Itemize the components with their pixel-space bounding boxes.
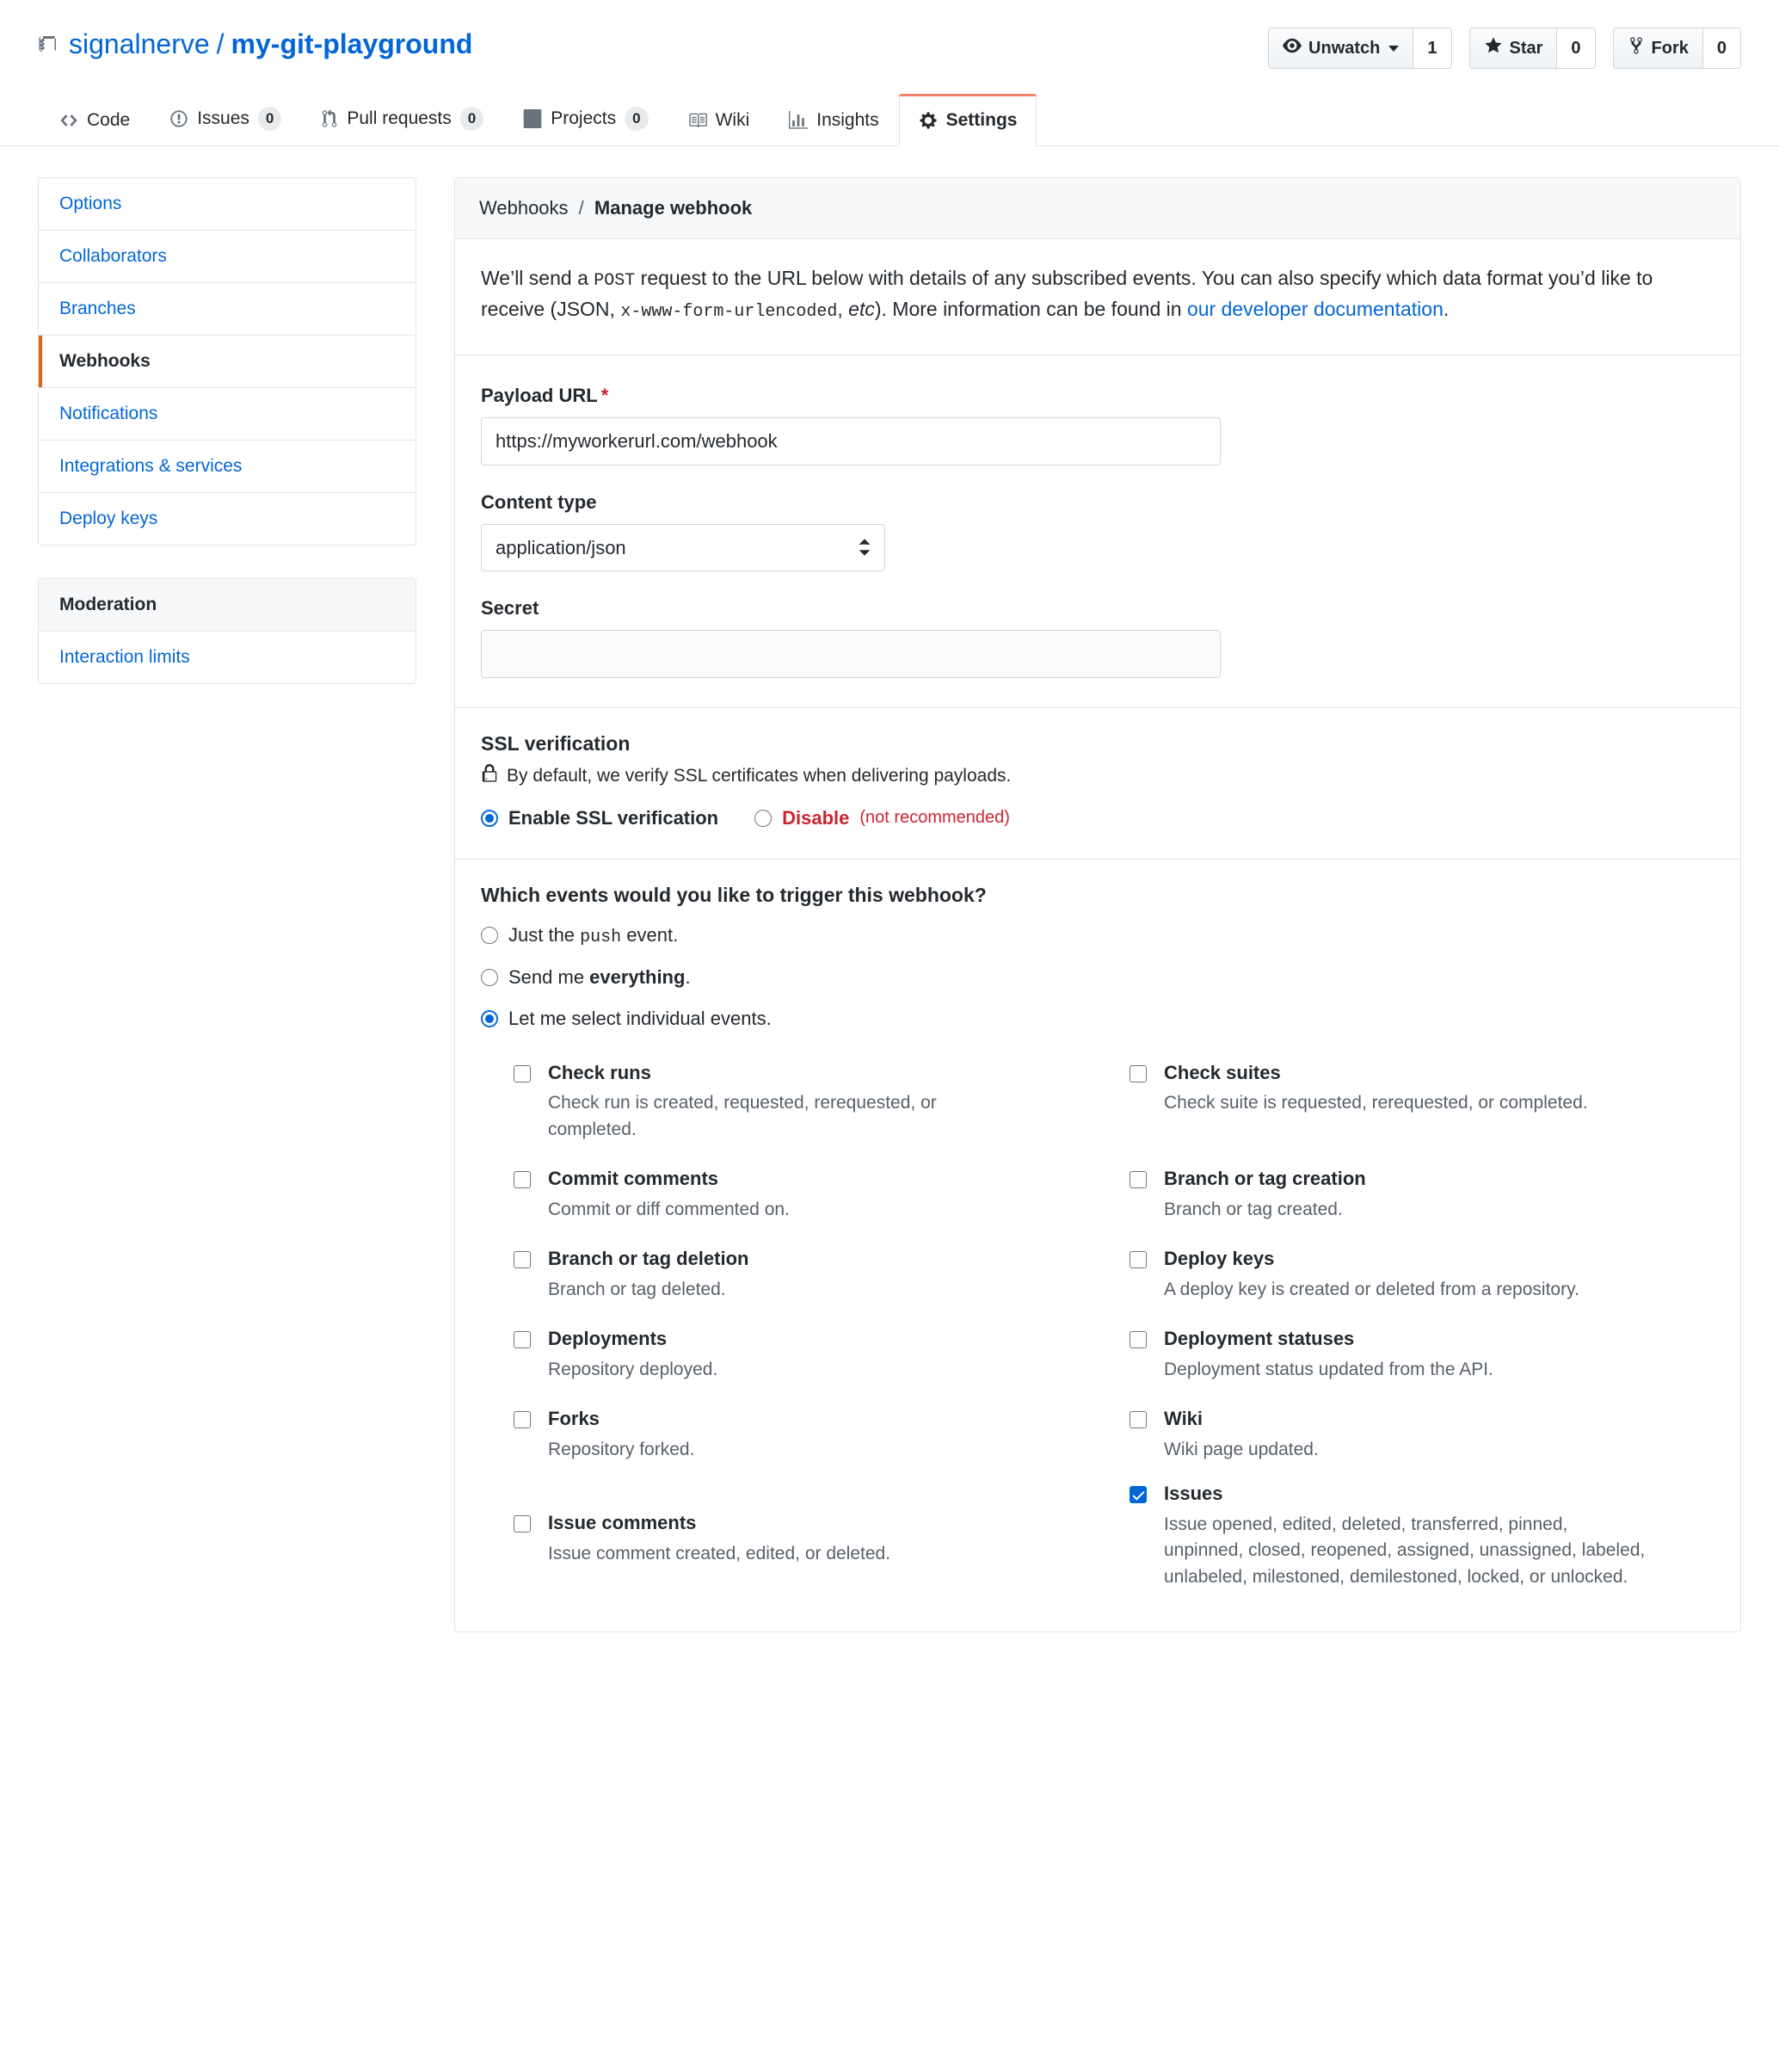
event-check-suites[interactable] — [1130, 1049, 1714, 1155]
sidebar-item-interaction-limits[interactable]: Interaction limits — [39, 632, 416, 683]
secret-label: Secret — [481, 596, 539, 619]
issue-opened-icon — [169, 109, 188, 128]
star-icon — [1484, 36, 1503, 60]
event-deployment-statuses-desc: Deployment status updated from the API. — [1164, 1359, 1493, 1379]
repo-title-row — [38, 28, 1741, 69]
event-issue-comments-desc: Issue comment created, edited, or deleted. — [548, 1543, 891, 1563]
events-section — [455, 860, 1740, 1632]
event-wiki-desc: Wiki page updated. — [1164, 1439, 1319, 1459]
event-forks[interactable] — [514, 1395, 1099, 1475]
event-deployments[interactable] — [514, 1315, 1099, 1395]
event-mode-push-code: push — [580, 927, 622, 947]
main-content — [454, 177, 1741, 1633]
event-forks-checkbox[interactable] — [514, 1411, 531, 1428]
event-deployments-checkbox[interactable] — [514, 1331, 531, 1348]
event-issue-comments-checkbox[interactable] — [514, 1515, 531, 1532]
intro-part-3: , — [837, 297, 849, 320]
events-grid — [481, 1049, 1714, 1603]
secret-field — [481, 597, 1714, 678]
project-icon — [523, 109, 542, 128]
event-mode-everything-bold: everything — [589, 965, 686, 988]
tab-pull-requests-label: Pull requests — [347, 108, 452, 128]
event-mode-everything-radio[interactable] — [481, 969, 498, 986]
repo-nav-tabs — [38, 89, 1741, 145]
tab-settings-label: Settings — [945, 109, 1018, 130]
events-question: Which events would you like to trigger this webhook? — [481, 883, 987, 906]
ssl-enable-radio[interactable] — [481, 810, 498, 827]
webhook-intro-section — [455, 239, 1740, 355]
page-container — [0, 146, 1779, 1685]
event-issues[interactable] — [1130, 1475, 1714, 1602]
repo-actions — [1268, 28, 1741, 69]
event-check-suites-checkbox[interactable] — [1130, 1065, 1147, 1082]
intro-part-5: . — [1443, 297, 1450, 320]
breadcrumb-webhooks-link[interactable]: Webhooks — [479, 196, 569, 219]
sidebar-item-branches[interactable]: Branches — [39, 283, 416, 336]
event-mode-push-radio[interactable] — [481, 927, 498, 944]
eye-icon — [1283, 36, 1302, 60]
event-deploy-keys-checkbox[interactable] — [1130, 1251, 1147, 1268]
ssl-radio-group — [481, 807, 1714, 829]
moderation-menu — [38, 578, 416, 684]
event-deploy-keys-name: Deploy keys — [1164, 1248, 1275, 1270]
settings-sidebar — [38, 177, 416, 684]
gear-icon — [919, 111, 938, 130]
sidebar-item-collaborators[interactable]: Collaborators — [39, 231, 416, 283]
event-mode-individual[interactable] — [481, 1008, 1714, 1030]
event-wiki-checkbox[interactable] — [1130, 1411, 1147, 1428]
event-mode-individual-radio[interactable] — [481, 1010, 498, 1027]
tab-settings[interactable] — [899, 94, 1037, 146]
sidebar-item-webhooks[interactable]: Webhooks — [39, 336, 416, 388]
intro-code-urlencoded: x-www-form-urlencoded — [620, 301, 838, 322]
event-wiki-name: Wiki — [1164, 1408, 1203, 1430]
event-deployment-statuses-name: Deployment statuses — [1164, 1328, 1355, 1350]
event-mode-push-suffix: event. — [621, 923, 679, 946]
graph-icon — [789, 111, 808, 130]
event-branch-or-tag-deletion-checkbox[interactable] — [514, 1251, 531, 1268]
lock-icon — [481, 764, 498, 788]
code-icon — [59, 111, 78, 130]
event-commit-comments-desc: Commit or diff commented on. — [548, 1199, 790, 1219]
event-mode-individual-label: Let me select individual events. — [508, 1007, 772, 1029]
event-deploy-keys[interactable] — [1130, 1235, 1714, 1315]
fork-button[interactable] — [1613, 28, 1703, 69]
chevron-down-icon — [1388, 46, 1399, 52]
tab-issues-label: Issues — [197, 108, 249, 128]
content-type-select[interactable] — [481, 524, 885, 571]
unwatch-button-label: Unwatch — [1308, 38, 1381, 58]
event-branch-or-tag-creation-desc: Branch or tag created. — [1164, 1199, 1343, 1219]
tab-issues[interactable] — [150, 90, 301, 146]
git-pull-request-icon — [321, 109, 338, 128]
event-deployment-statuses-checkbox[interactable] — [1130, 1331, 1147, 1348]
star-count[interactable]: 0 — [1557, 28, 1595, 69]
required-marker: * — [600, 384, 609, 406]
event-forks-desc: Repository forked. — [548, 1439, 695, 1459]
event-issues-name: Issues — [1164, 1483, 1223, 1505]
event-check-runs-name: Check runs — [548, 1061, 651, 1083]
event-branch-or-tag-creation-name: Branch or tag creation — [1164, 1168, 1366, 1190]
webhook-fields-section — [455, 355, 1740, 708]
event-commit-comments-name: Commit comments — [548, 1168, 719, 1190]
ssl-verification-note — [481, 764, 1714, 788]
fork-button-group — [1613, 28, 1741, 69]
event-issues-checkbox[interactable] — [1130, 1486, 1147, 1503]
tab-projects-label: Projects — [551, 108, 617, 128]
star-button-group — [1469, 28, 1596, 69]
sidebar-item-integrations-services[interactable]: Integrations & services — [39, 441, 416, 493]
fork-button-label: Fork — [1651, 38, 1689, 58]
event-check-runs-checkbox[interactable] — [514, 1065, 531, 1082]
event-wiki[interactable] — [1130, 1395, 1714, 1475]
intro-italic-etc: etc — [848, 297, 875, 320]
event-mode-push[interactable] — [481, 924, 1714, 947]
ssl-disable-radio[interactable] — [754, 810, 772, 827]
manage-webhook-box — [454, 177, 1741, 1633]
ssl-disable-note: (not recommended) — [859, 808, 1010, 828]
event-commit-comments[interactable] — [514, 1155, 1099, 1235]
breadcrumb — [455, 178, 1740, 239]
event-check-suites-desc: Check suite is requested, rerequested, or completed. — [1164, 1093, 1588, 1113]
content-type-label: Content type — [481, 490, 597, 513]
sidebar-item-notifications[interactable]: Notifications — [39, 388, 416, 441]
event-check-runs[interactable] — [514, 1049, 1099, 1155]
intro-part-4: ). More information can be found in — [874, 297, 1187, 320]
sidebar-item-deploy-keys[interactable]: Deploy keys — [39, 493, 416, 545]
moderation-heading: Moderation — [39, 579, 416, 632]
event-deployments-name: Deployments — [548, 1328, 668, 1350]
sidebar-item-options[interactable]: Options — [39, 178, 416, 231]
payload-url-label-text: Payload URL — [481, 384, 598, 406]
event-mode-everything-label — [508, 966, 691, 989]
book-icon — [688, 111, 707, 130]
intro-code-post: POST — [594, 270, 636, 291]
breadcrumb-separator: / — [578, 196, 584, 219]
event-mode-everything-suffix: . — [685, 965, 691, 988]
fork-count[interactable]: 0 — [1703, 28, 1741, 69]
event-issue-comments-name: Issue comments — [548, 1512, 697, 1534]
tab-wiki-label: Wiki — [715, 109, 750, 130]
unwatch-button-group — [1268, 28, 1451, 69]
event-issue-comments[interactable] — [514, 1475, 1099, 1602]
settings-menu — [38, 177, 416, 546]
event-branch-or-tag-deletion[interactable] — [514, 1235, 1099, 1315]
repo-name-link[interactable]: my-git-playground — [231, 28, 473, 59]
intro-part-2: request to the URL below with details of any subscribed events. You can also specify which data format you’d like to receive (JSON, — [481, 266, 1653, 320]
event-branch-or-tag-creation[interactable] — [1130, 1155, 1714, 1235]
event-deploy-keys-desc: A deploy key is created or deleted from a repository. — [1164, 1279, 1579, 1299]
fork-icon — [1628, 36, 1645, 60]
tab-projects-count: 0 — [625, 107, 648, 131]
tab-pull-requests[interactable] — [301, 90, 503, 146]
webhook-intro-text — [481, 263, 1714, 325]
repo-title-separator: / — [216, 28, 225, 59]
ssl-disable-option[interactable] — [754, 807, 1010, 829]
event-branch-or-tag-deletion-name: Branch or tag deletion — [548, 1248, 749, 1270]
event-check-runs-desc: Check run is created, requested, rerequested, or completed. — [548, 1093, 937, 1139]
payload-url-input[interactable] — [481, 417, 1221, 466]
intro-part-1: We’ll send a — [481, 266, 594, 289]
tab-code-label: Code — [87, 109, 131, 130]
ssl-verification-section — [455, 708, 1740, 860]
tab-insights[interactable] — [769, 94, 898, 146]
event-deployment-statuses[interactable] — [1130, 1315, 1714, 1395]
tab-wiki[interactable] — [668, 94, 770, 146]
ssl-enable-option[interactable] — [481, 807, 718, 829]
event-deployments-desc: Repository deployed. — [548, 1359, 718, 1379]
event-branch-or-tag-creation-checkbox[interactable] — [1130, 1171, 1147, 1188]
watch-count[interactable]: 1 — [1413, 28, 1451, 69]
event-mode-push-label — [508, 924, 678, 947]
ssl-verification-note-text: By default, we verify SSL certificates when delivering payloads. — [507, 765, 1012, 786]
event-commit-comments-checkbox[interactable] — [514, 1171, 531, 1188]
event-branch-or-tag-deletion-desc: Branch or tag deleted. — [548, 1279, 726, 1299]
secret-input[interactable] — [481, 630, 1221, 678]
ssl-verification-title: SSL verification — [481, 731, 631, 755]
content-type-select-wrapper — [481, 524, 885, 571]
event-issues-desc: Issue opened, edited, deleted, transferred, pinned, unpinned, closed, reopened, assigned, unassigned, labeled, unlabeled, milestoned, demilestoned, locked, or unlocked. — [1164, 1514, 1646, 1587]
event-mode-everything[interactable] — [481, 966, 1714, 989]
event-check-suites-name: Check suites — [1164, 1061, 1281, 1083]
page-title — [38, 28, 472, 60]
event-mode-push-prefix: Just the — [508, 923, 581, 946]
repo-owner-link[interactable]: signalnerve — [69, 28, 210, 59]
repo-header — [0, 0, 1779, 146]
tab-code[interactable] — [40, 94, 150, 146]
tab-insights-label: Insights — [816, 109, 879, 130]
unwatch-button[interactable] — [1268, 28, 1413, 69]
payload-url-field — [481, 385, 1714, 466]
content-type-field — [481, 491, 1714, 571]
tab-issues-count: 0 — [258, 107, 281, 131]
repo-icon — [38, 34, 58, 54]
star-button-label: Star — [1509, 38, 1543, 58]
ssl-disable-label: Disable — [782, 806, 850, 829]
ssl-enable-label: Enable SSL verification — [508, 806, 719, 829]
tab-projects[interactable] — [503, 90, 668, 146]
developer-documentation-link[interactable]: our developer documentation — [1186, 297, 1444, 320]
star-button[interactable] — [1469, 28, 1558, 69]
event-forks-name: Forks — [548, 1408, 600, 1430]
event-mode-everything-prefix: Send me — [508, 965, 590, 988]
payload-url-label — [481, 385, 1714, 407]
breadcrumb-current: Manage webhook — [594, 196, 753, 219]
tab-pull-requests-count: 0 — [460, 107, 483, 131]
